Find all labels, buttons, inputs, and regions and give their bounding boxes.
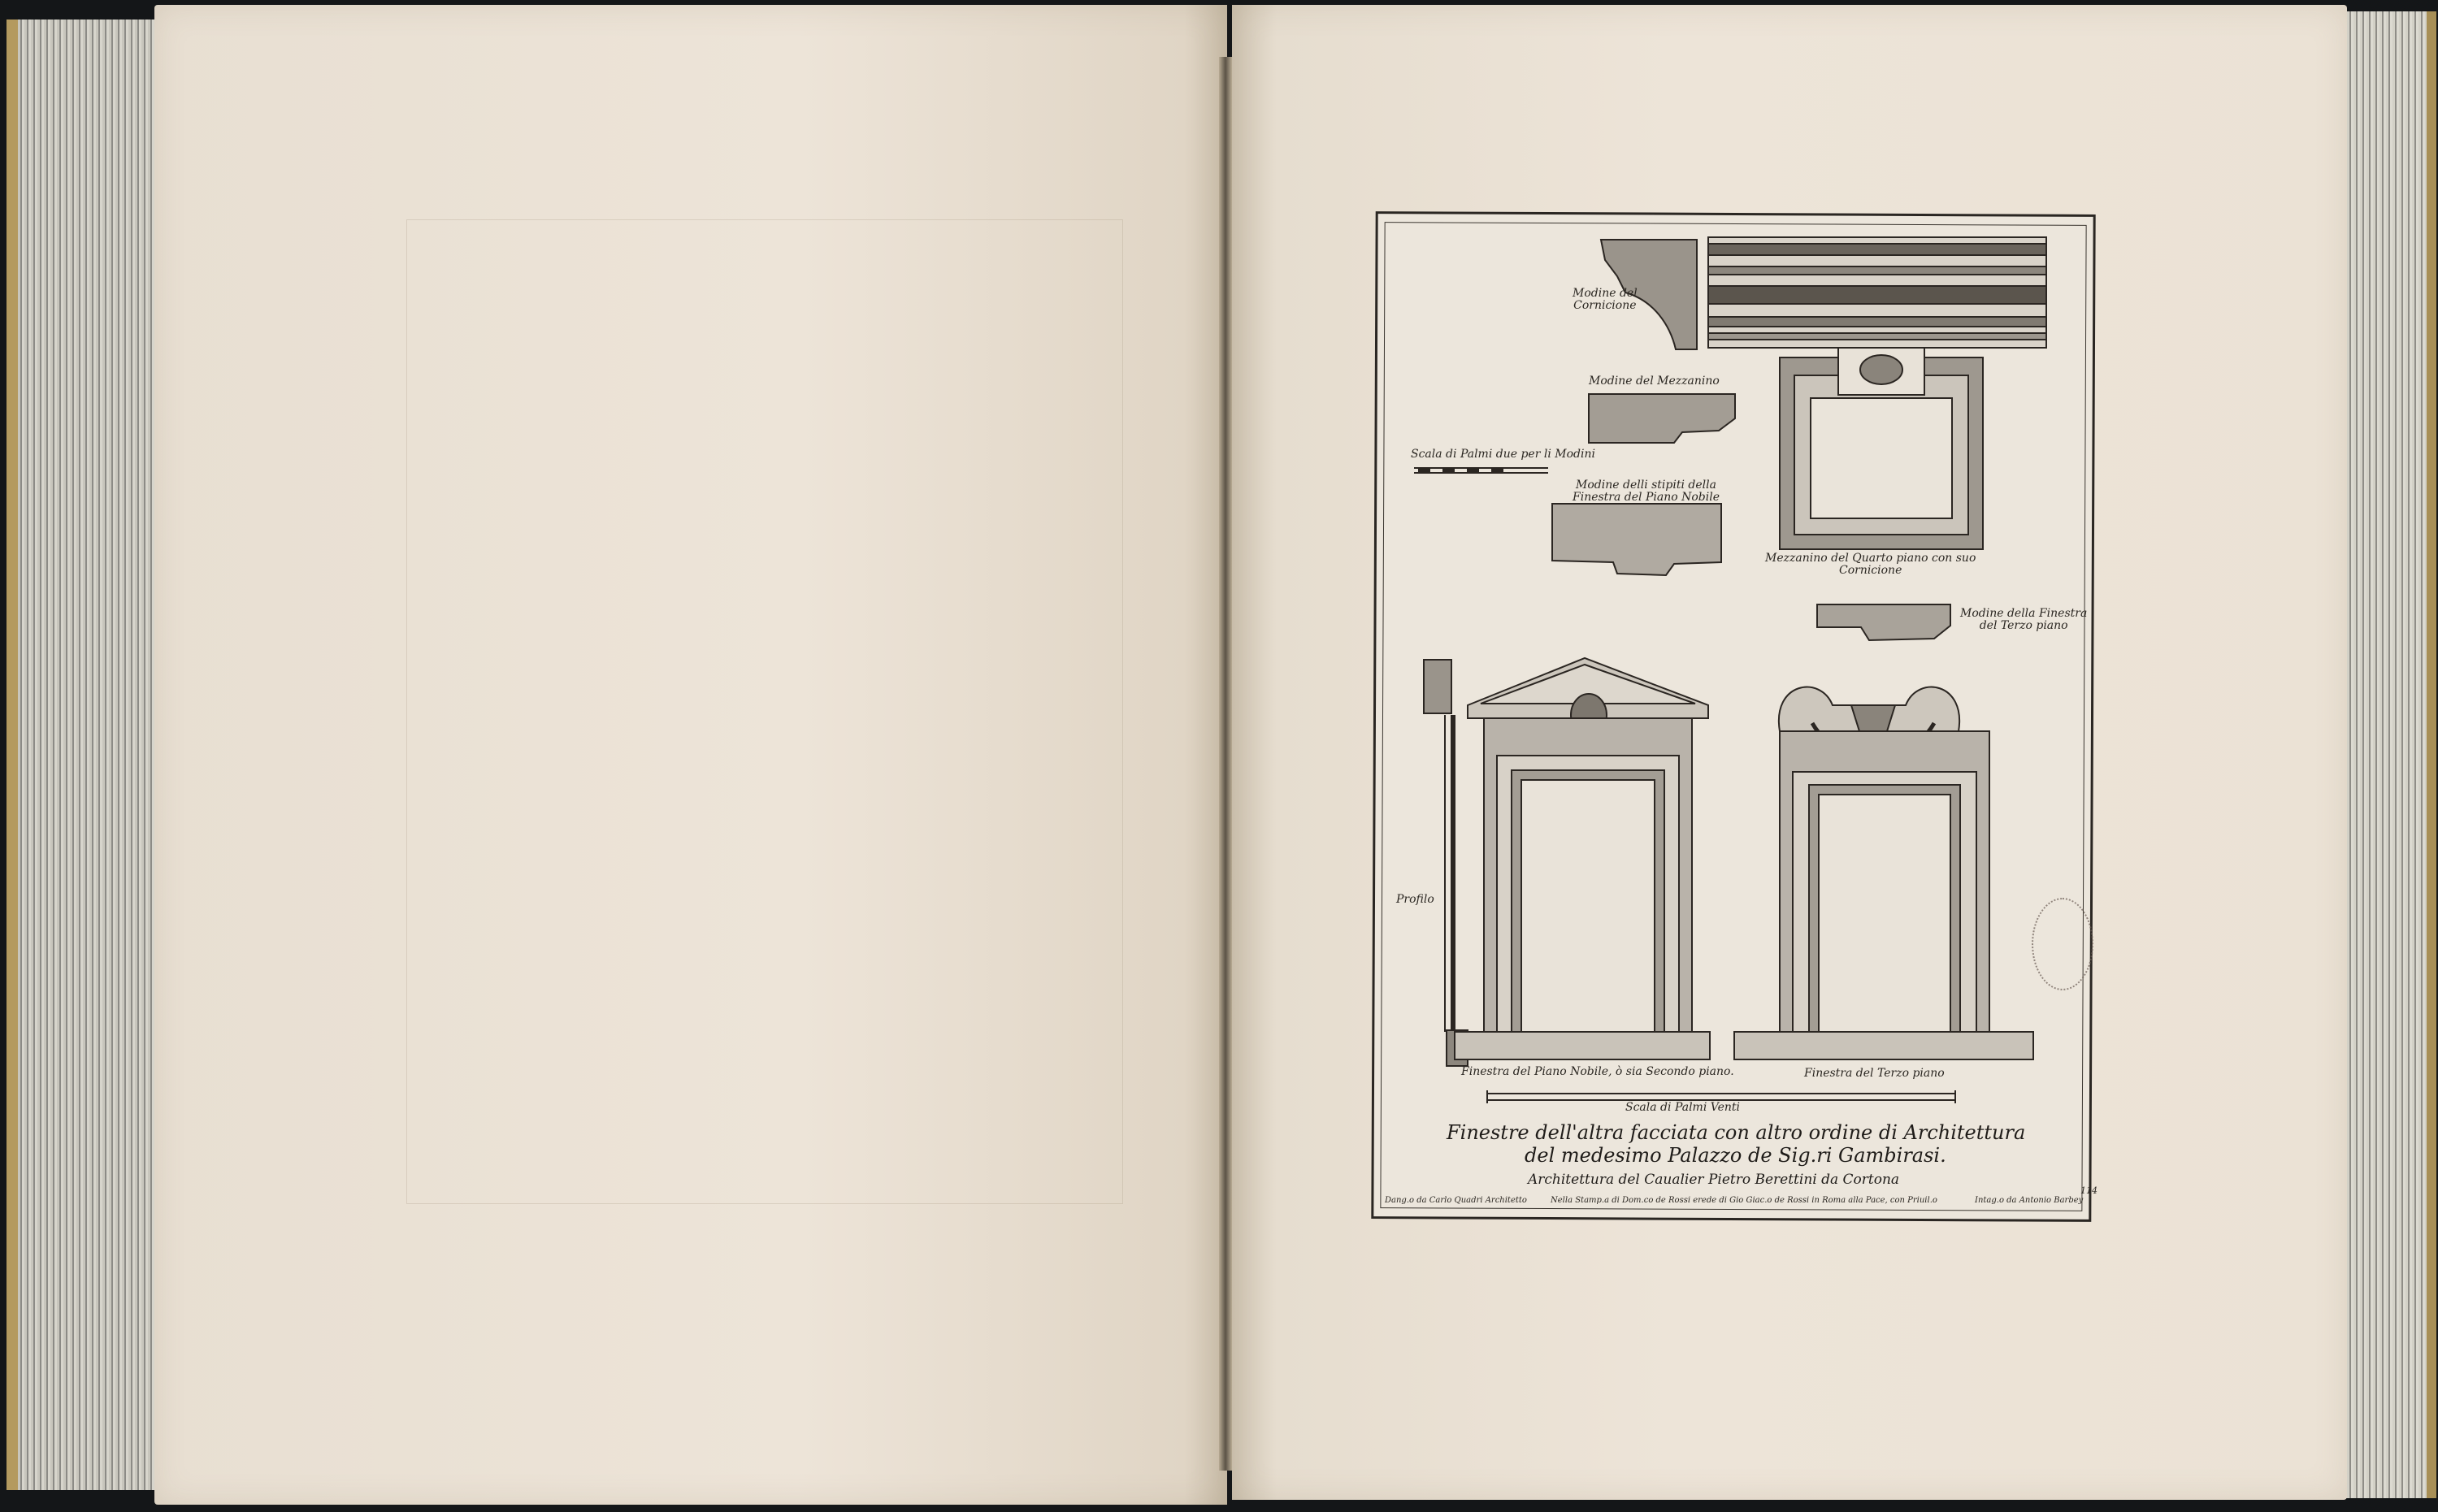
label-piano-nobile-window: Finestra del Piano Nobile, ò sia Secondo piano. — [1461, 1065, 1734, 1078]
footer-publisher: Nella Stamp.a di Dom.co de Rossi erede di Gio Giac.o de Rossi in Roma alla Pace, con Priuil.o — [1551, 1196, 1937, 1205]
plate-number: 114 — [2080, 1185, 2097, 1196]
label-mezzanine-molding: Modine del Mezzanino — [1589, 375, 1720, 388]
third-floor-molding — [1817, 604, 1950, 640]
profile-section — [1424, 660, 1468, 1066]
library-stamp — [2032, 898, 2093, 990]
label-third-floor-window: Finestra del Terzo piano — [1804, 1067, 1945, 1080]
plate-subtitle: Architettura del Caualier Pietro Berettini da Cortona — [1528, 1172, 1900, 1188]
footer-engraver: Intag.o da Antonio Barbey — [1975, 1196, 2084, 1205]
label-cornice-molding: Modine del Cornicione — [1573, 287, 1638, 313]
label-molding-scale: Scala di Palmi due per li Modini — [1411, 448, 1595, 461]
label-third-floor-molding: Modine della Finestra del Terzo piano — [1960, 607, 2088, 633]
label-mezzanine-window: Mezzanino del Quarto piano con suo Cornicione — [1765, 552, 1976, 578]
label-main-scale: Scala di Palmi Venti — [1625, 1101, 1740, 1114]
label-profile: Profilo — [1396, 893, 1434, 906]
piano-nobile-window — [1455, 658, 1710, 1059]
plate-title-line-1: Finestre dell'altra facciata con altro ordine di Architettura — [1447, 1121, 2026, 1144]
footer-draftsman: Dang.o da Carlo Quadri Architetto — [1385, 1196, 1527, 1205]
third-floor-window — [1734, 687, 2033, 1059]
label-jamb-molding: Modine delli stipiti della Finestra del Piano Nobile — [1573, 479, 1720, 505]
cornice-elevation — [1708, 237, 2046, 348]
mezzanine-window — [1780, 348, 1983, 549]
molding-scale-bar — [1414, 468, 1548, 473]
mezzanine-molding — [1589, 394, 1735, 443]
jamb-molding — [1552, 504, 1721, 575]
plate-title-line-2: del medesimo Palazzo de Sig.ri Gambirasi. — [1525, 1144, 1946, 1167]
